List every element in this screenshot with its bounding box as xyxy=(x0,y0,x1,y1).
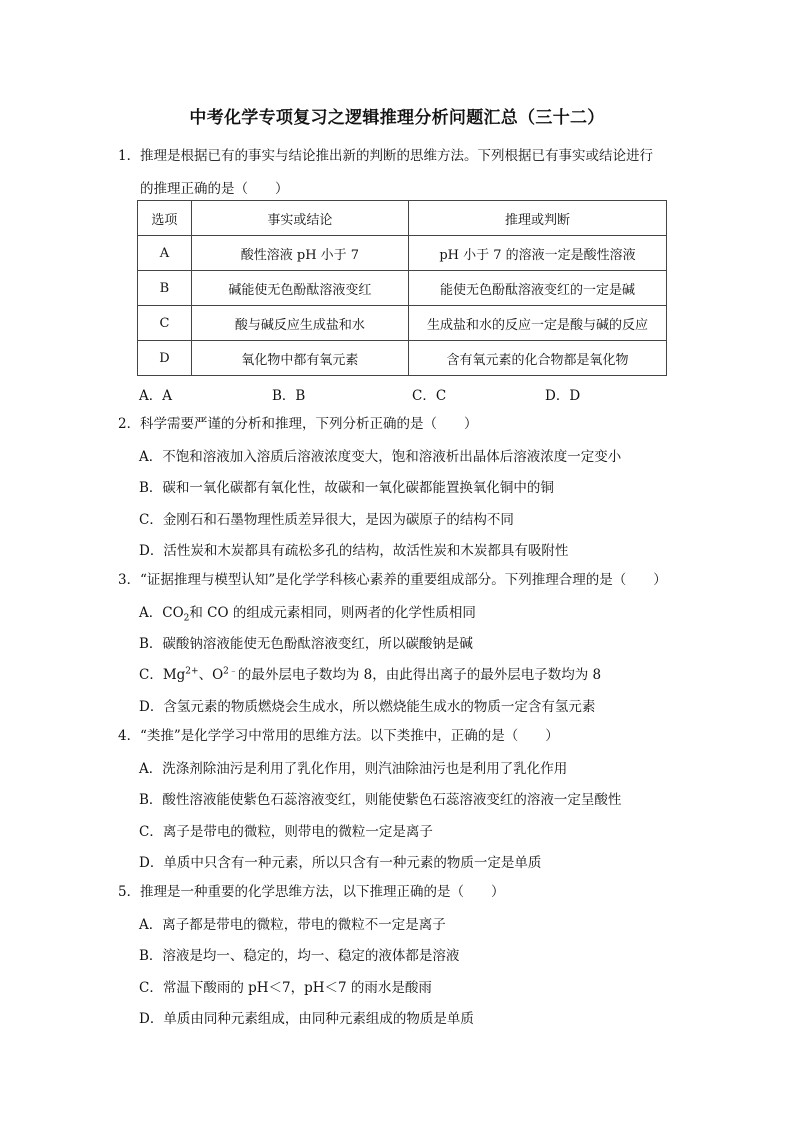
table-header: 事实或结论 xyxy=(191,201,408,236)
table-cell: C xyxy=(138,306,192,341)
subscript: 2 xyxy=(183,613,190,624)
choice-a: A．A xyxy=(139,388,172,404)
question-5-stem xyxy=(118,882,505,902)
option-c: C．金刚石和石墨物理性质差异很大，是因为碳原子的结构不同 xyxy=(139,512,514,528)
option-c: C．离子是带电的微粒，则带电的微粒一定是离子 xyxy=(139,824,433,840)
superscript: 2+ xyxy=(185,666,199,677)
option-b: B．溶液是均一、稳定的，均一、稳定的液体都是溶液 xyxy=(139,948,460,964)
question-number: 1． xyxy=(118,148,141,164)
question-2-stem xyxy=(118,414,478,434)
choice-b: B．B xyxy=(272,388,306,404)
question-text: “证据推理与模型认知”是化学学科核心素养的重要组成部分。下列推理合理的是（ ） xyxy=(140,572,667,588)
question-number: 2． xyxy=(118,416,141,432)
option-d: D．单质由同种元素组成，由同种元素组成的物质是单质 xyxy=(139,1011,474,1027)
option-b: B．酸性溶液能使紫色石蕊溶液变红，则能使紫色石蕊溶液变红的溶液一定呈酸性 xyxy=(139,792,622,808)
question-number: 4． xyxy=(118,728,141,744)
option-text: 、O xyxy=(198,667,224,683)
table-cell: 碱能使无色酚酞溶液变红 xyxy=(191,271,408,306)
option-d: D．活性炭和木炭都具有疏松多孔的结构，故活性炭和木炭都具有吸附性 xyxy=(139,543,569,559)
question-number: 3． xyxy=(118,572,141,588)
question-text: “类推”是化学学习中常用的思维方法。以下类推中，正确的是（ ） xyxy=(140,728,559,744)
question-number: 5． xyxy=(118,884,141,900)
table-header-row xyxy=(138,201,667,236)
table-row xyxy=(138,236,667,271)
option-text: 和 CO 的组成元素相同，则两者的化学性质相同 xyxy=(189,605,476,621)
option-text: 的最外层电子数均为 8，由此得出离子的最外层电子数均为 8 xyxy=(237,667,602,683)
table-cell: 生成盐和水的反应一定是酸与碱的反应 xyxy=(408,306,666,341)
table-cell: 酸性溶液 pH 小于 7 xyxy=(191,236,408,271)
table-row xyxy=(138,271,667,306)
table-cell: 含有氧元素的化合物都是氧化物 xyxy=(408,341,666,376)
option-d: D．含氢元素的物质燃烧会生成水，所以燃烧能生成水的物质一定含有氢元素 xyxy=(139,699,596,715)
question-3-stem xyxy=(118,570,667,590)
table-cell: A xyxy=(138,236,192,271)
table-header: 推理或判断 xyxy=(408,201,666,236)
question-text: 推理是一种重要的化学思维方法，以下推理正确的是（ ） xyxy=(140,884,505,900)
option-c xyxy=(139,663,601,683)
option-a: A．洗涤剂除油污是利用了乳化作用，则汽油除油污也是利用了乳化作用 xyxy=(139,761,568,777)
choice-d: D．D xyxy=(545,388,581,404)
table-cell: 氧化物中都有氧元素 xyxy=(191,341,408,376)
option-text: C．Mg xyxy=(139,667,186,683)
option-a: A．不饱和溶液加入溶质后溶液浓度变大，饱和溶液析出晶体后溶液浓度一定变小 xyxy=(139,449,622,465)
option-b: B．碳和一氧化碳都有氧化性，故碳和一氧化碳都能置换氧化铜中的铜 xyxy=(139,480,554,496)
fact-table xyxy=(137,200,667,376)
table-cell: pH 小于 7 的溶液一定是酸性溶液 xyxy=(408,236,666,271)
option-a: A．离子都是带电的微粒，带电的微粒不一定是离子 xyxy=(139,917,446,933)
question-1-stem-continued: 的推理正确的是（ ） xyxy=(140,181,289,197)
choice-c: C．C xyxy=(412,388,447,404)
question-text: 推理是根据已有的事实与结论推出新的判断的思维方法。下列根据已有事实或结论进行 xyxy=(140,148,653,164)
option-d: D．单质中只含有一种元素，所以只含有一种元素的物质一定是单质 xyxy=(139,855,542,871)
option-b: B．碳酸钠溶液能使无色酚酞溶液变红，所以碳酸钠是碱 xyxy=(139,636,473,652)
table-cell: 能使无色酚酞溶液变红的一定是碱 xyxy=(408,271,666,306)
table-cell: D xyxy=(138,341,192,376)
document-title: 中考化学专项复习之逻辑推理分析问题汇总（三十二） xyxy=(189,108,605,128)
question-4-stem xyxy=(118,726,559,746)
table-cell: 酸与碱反应生成盐和水 xyxy=(191,306,408,341)
superscript: 2﹣ xyxy=(223,666,238,677)
question-text: 科学需要严谨的分析和推理，下列分析正确的是（ ） xyxy=(140,416,478,432)
table-row xyxy=(138,306,667,341)
option-text: A．CO xyxy=(139,605,184,621)
table-header: 选项 xyxy=(138,201,192,236)
question-1-stem xyxy=(118,146,653,166)
table-cell: B xyxy=(138,271,192,306)
option-c: C．常温下酸雨的 pH＜7，pH＜7 的雨水是酸雨 xyxy=(139,980,432,996)
option-a xyxy=(139,601,476,624)
table-row xyxy=(138,341,667,376)
